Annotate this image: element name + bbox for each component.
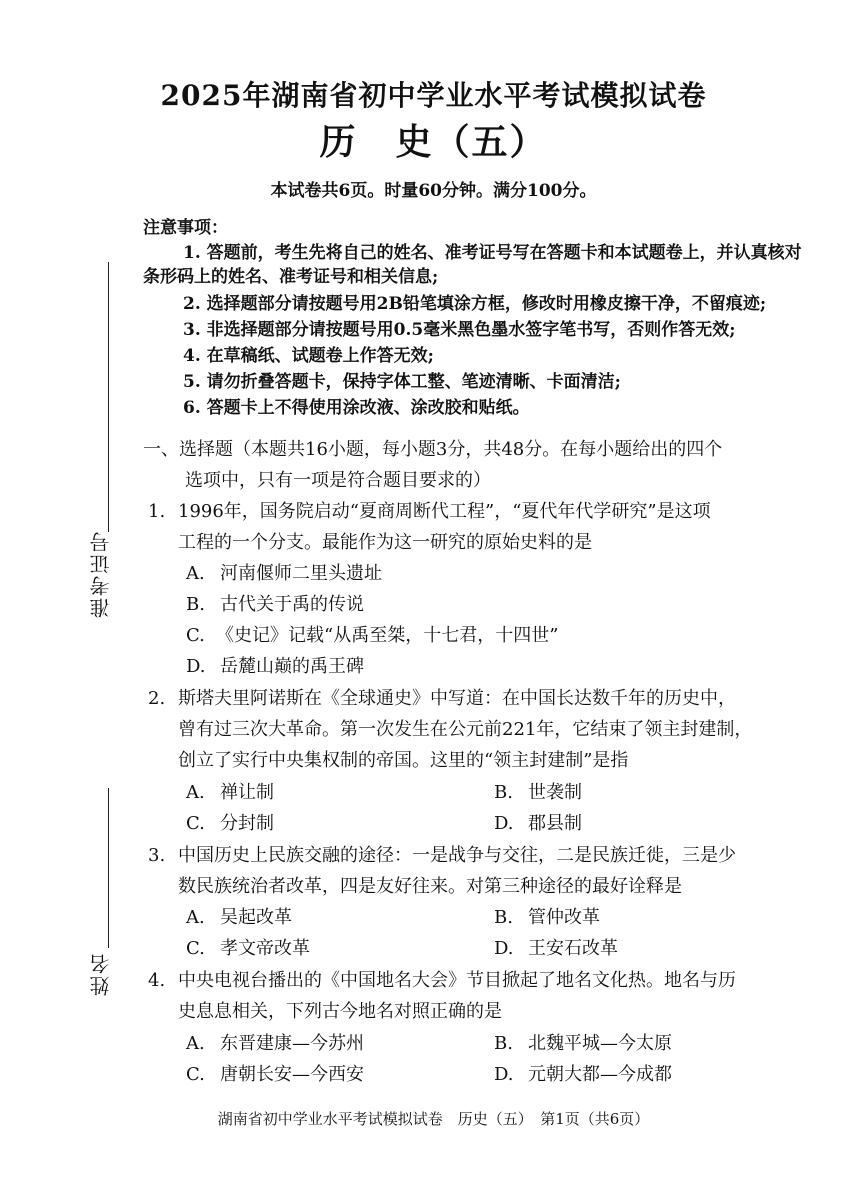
question-2-option-c — [186, 808, 274, 839]
question-text: 创立了实行中央集权制的帝国。这里的“领主封建制”是指 — [178, 750, 629, 771]
section-heading-line1: 一、选择题（本题共16小题，每小题3分，共48分。在每小题给出的四个 — [143, 439, 723, 460]
option-text: 东晋建康—今苏州 — [220, 1033, 364, 1054]
section-heading-line2: 选项中，只有一项是符合题目要求的） — [185, 470, 491, 491]
question-text: 史息息相关，下列古今地名对照正确的是 — [178, 1001, 502, 1022]
page-footer: 湖南省初中学业水平考试模拟试卷 历史（五） 第1页（共6页） — [217, 1110, 650, 1128]
exam-info: 本试卷共6页。时量60分钟。满分100分。 — [270, 181, 597, 201]
option-label: A. — [186, 563, 205, 584]
question-1-option-b — [186, 589, 364, 620]
question-text: 1996年，国务院启动“夏商周断代工程”，“夏代年代学研究”是这项 — [178, 501, 711, 522]
question-2 — [148, 683, 808, 776]
question-3-option-c — [186, 933, 310, 964]
option-label: C. — [186, 625, 205, 646]
question-4 — [148, 965, 808, 1027]
option-text: 禅让制 — [220, 782, 274, 803]
question-number: 1. — [148, 501, 166, 522]
option-text: 孝文帝改革 — [220, 938, 310, 959]
question-3-option-a — [186, 902, 292, 933]
question-text: 数民族统治者改革，四是友好往来。对第三种途径的最好诠释是 — [178, 876, 682, 897]
notice-item-1: 1. 答题前，考生先将自己的姓名、准考证号写在答题卡和本试题卷上，并认真核对条形码上的姓名、准考证号和相关信息; — [143, 243, 802, 287]
name-label: 姓名 — [89, 952, 113, 996]
option-text: 古代关于禹的传说 — [220, 594, 364, 615]
question-3-option-b — [494, 902, 600, 933]
question-4-option-b — [494, 1028, 672, 1059]
option-label: A. — [186, 1033, 205, 1054]
notice-item-5: 5. 请勿折叠答题卡，保持字体工整、笔迹清晰、卡面清洁; — [183, 372, 621, 392]
question-1-option-d — [186, 651, 364, 682]
question-2-option-b — [494, 777, 582, 808]
option-text: 元朝大都—今成都 — [528, 1064, 672, 1085]
option-text: 郡县制 — [528, 813, 582, 834]
notice-item-2: 2. 选择题部分请按题号用2B铅笔填涂方框，修改时用橡皮擦干净，不留痕迹; — [183, 294, 767, 314]
option-text: 世袭制 — [528, 782, 582, 803]
question-number: 3. — [148, 845, 166, 866]
option-text: 北魏平城—今太原 — [528, 1033, 672, 1054]
question-text: 中国历史上民族交融的途径：一是战争与交往，二是民族迁徙，三是少 — [178, 845, 736, 866]
option-text: 《史记》记载“从禹至桀，十七君，十四世” — [216, 625, 559, 646]
question-text: 曾有过三次大革命。第一次发生在公元前221年，它结束了领主封建制， — [178, 719, 753, 740]
question-1-option-c — [186, 620, 558, 651]
option-label: D. — [494, 938, 514, 959]
option-text: 吴起改革 — [220, 907, 292, 928]
option-label: B. — [494, 1033, 513, 1054]
option-label: A. — [186, 907, 205, 928]
notice-item-3: 3. 非选择题部分请按题号用0.5毫米黑色墨水签字笔书写，否则作答无效; — [183, 320, 736, 340]
subject-title: 历 史（五） — [319, 121, 548, 163]
notice-item-4: 4. 在草稿纸、试题卷上作答无效; — [183, 346, 434, 366]
option-text: 岳麓山巅的禹王碑 — [220, 656, 364, 677]
option-label: D. — [186, 656, 206, 677]
question-4-option-d — [494, 1059, 672, 1090]
option-text: 河南偃师二里头遗址 — [220, 563, 382, 584]
option-label: D. — [494, 1064, 514, 1085]
option-label: A. — [186, 782, 205, 803]
question-text: 工程的一个分支。最能作为这一研究的原始史料的是 — [178, 532, 592, 553]
option-text: 管仲改革 — [528, 907, 600, 928]
question-4-option-c — [186, 1059, 364, 1090]
option-label: B. — [186, 594, 205, 615]
option-label: B. — [494, 782, 513, 803]
option-text: 分封制 — [220, 813, 274, 834]
section-heading — [143, 434, 803, 496]
question-number: 4. — [148, 970, 166, 991]
notice-item-6: 6. 答题卡上不得使用涂改液、涂改胶和贴纸。 — [183, 398, 530, 418]
question-3 — [148, 840, 808, 902]
question-1-option-a — [186, 558, 382, 589]
option-text: 唐朝长安—今西安 — [220, 1064, 364, 1085]
question-text: 中央电视台播出的《中国地名大会》节目掀起了地名文化热。地名与历 — [178, 970, 736, 991]
exam-title: 2025年湖南省初中学业水平考试模拟试卷 — [160, 79, 707, 112]
exam-id-label: 准考证号 — [89, 530, 113, 618]
option-label: C. — [186, 813, 205, 834]
question-2-option-a — [186, 777, 274, 808]
question-4-option-a — [186, 1028, 364, 1059]
option-label: D. — [494, 813, 514, 834]
question-number: 2. — [148, 688, 166, 709]
option-label: B. — [494, 907, 513, 928]
exam-id-blank-line[interactable] — [108, 262, 109, 532]
question-2-option-d — [494, 808, 582, 839]
question-3-option-d — [494, 933, 618, 964]
option-label: C. — [186, 1064, 205, 1085]
question-1 — [148, 496, 808, 558]
question-text: 斯塔夫里阿诺斯在《全球通史》中写道：在中国长达数千年的历史中， — [178, 688, 736, 709]
option-text: 王安石改革 — [528, 938, 618, 959]
option-label: C. — [186, 938, 205, 959]
notice-title: 注意事项： — [143, 218, 228, 238]
name-blank-line[interactable] — [108, 788, 109, 948]
